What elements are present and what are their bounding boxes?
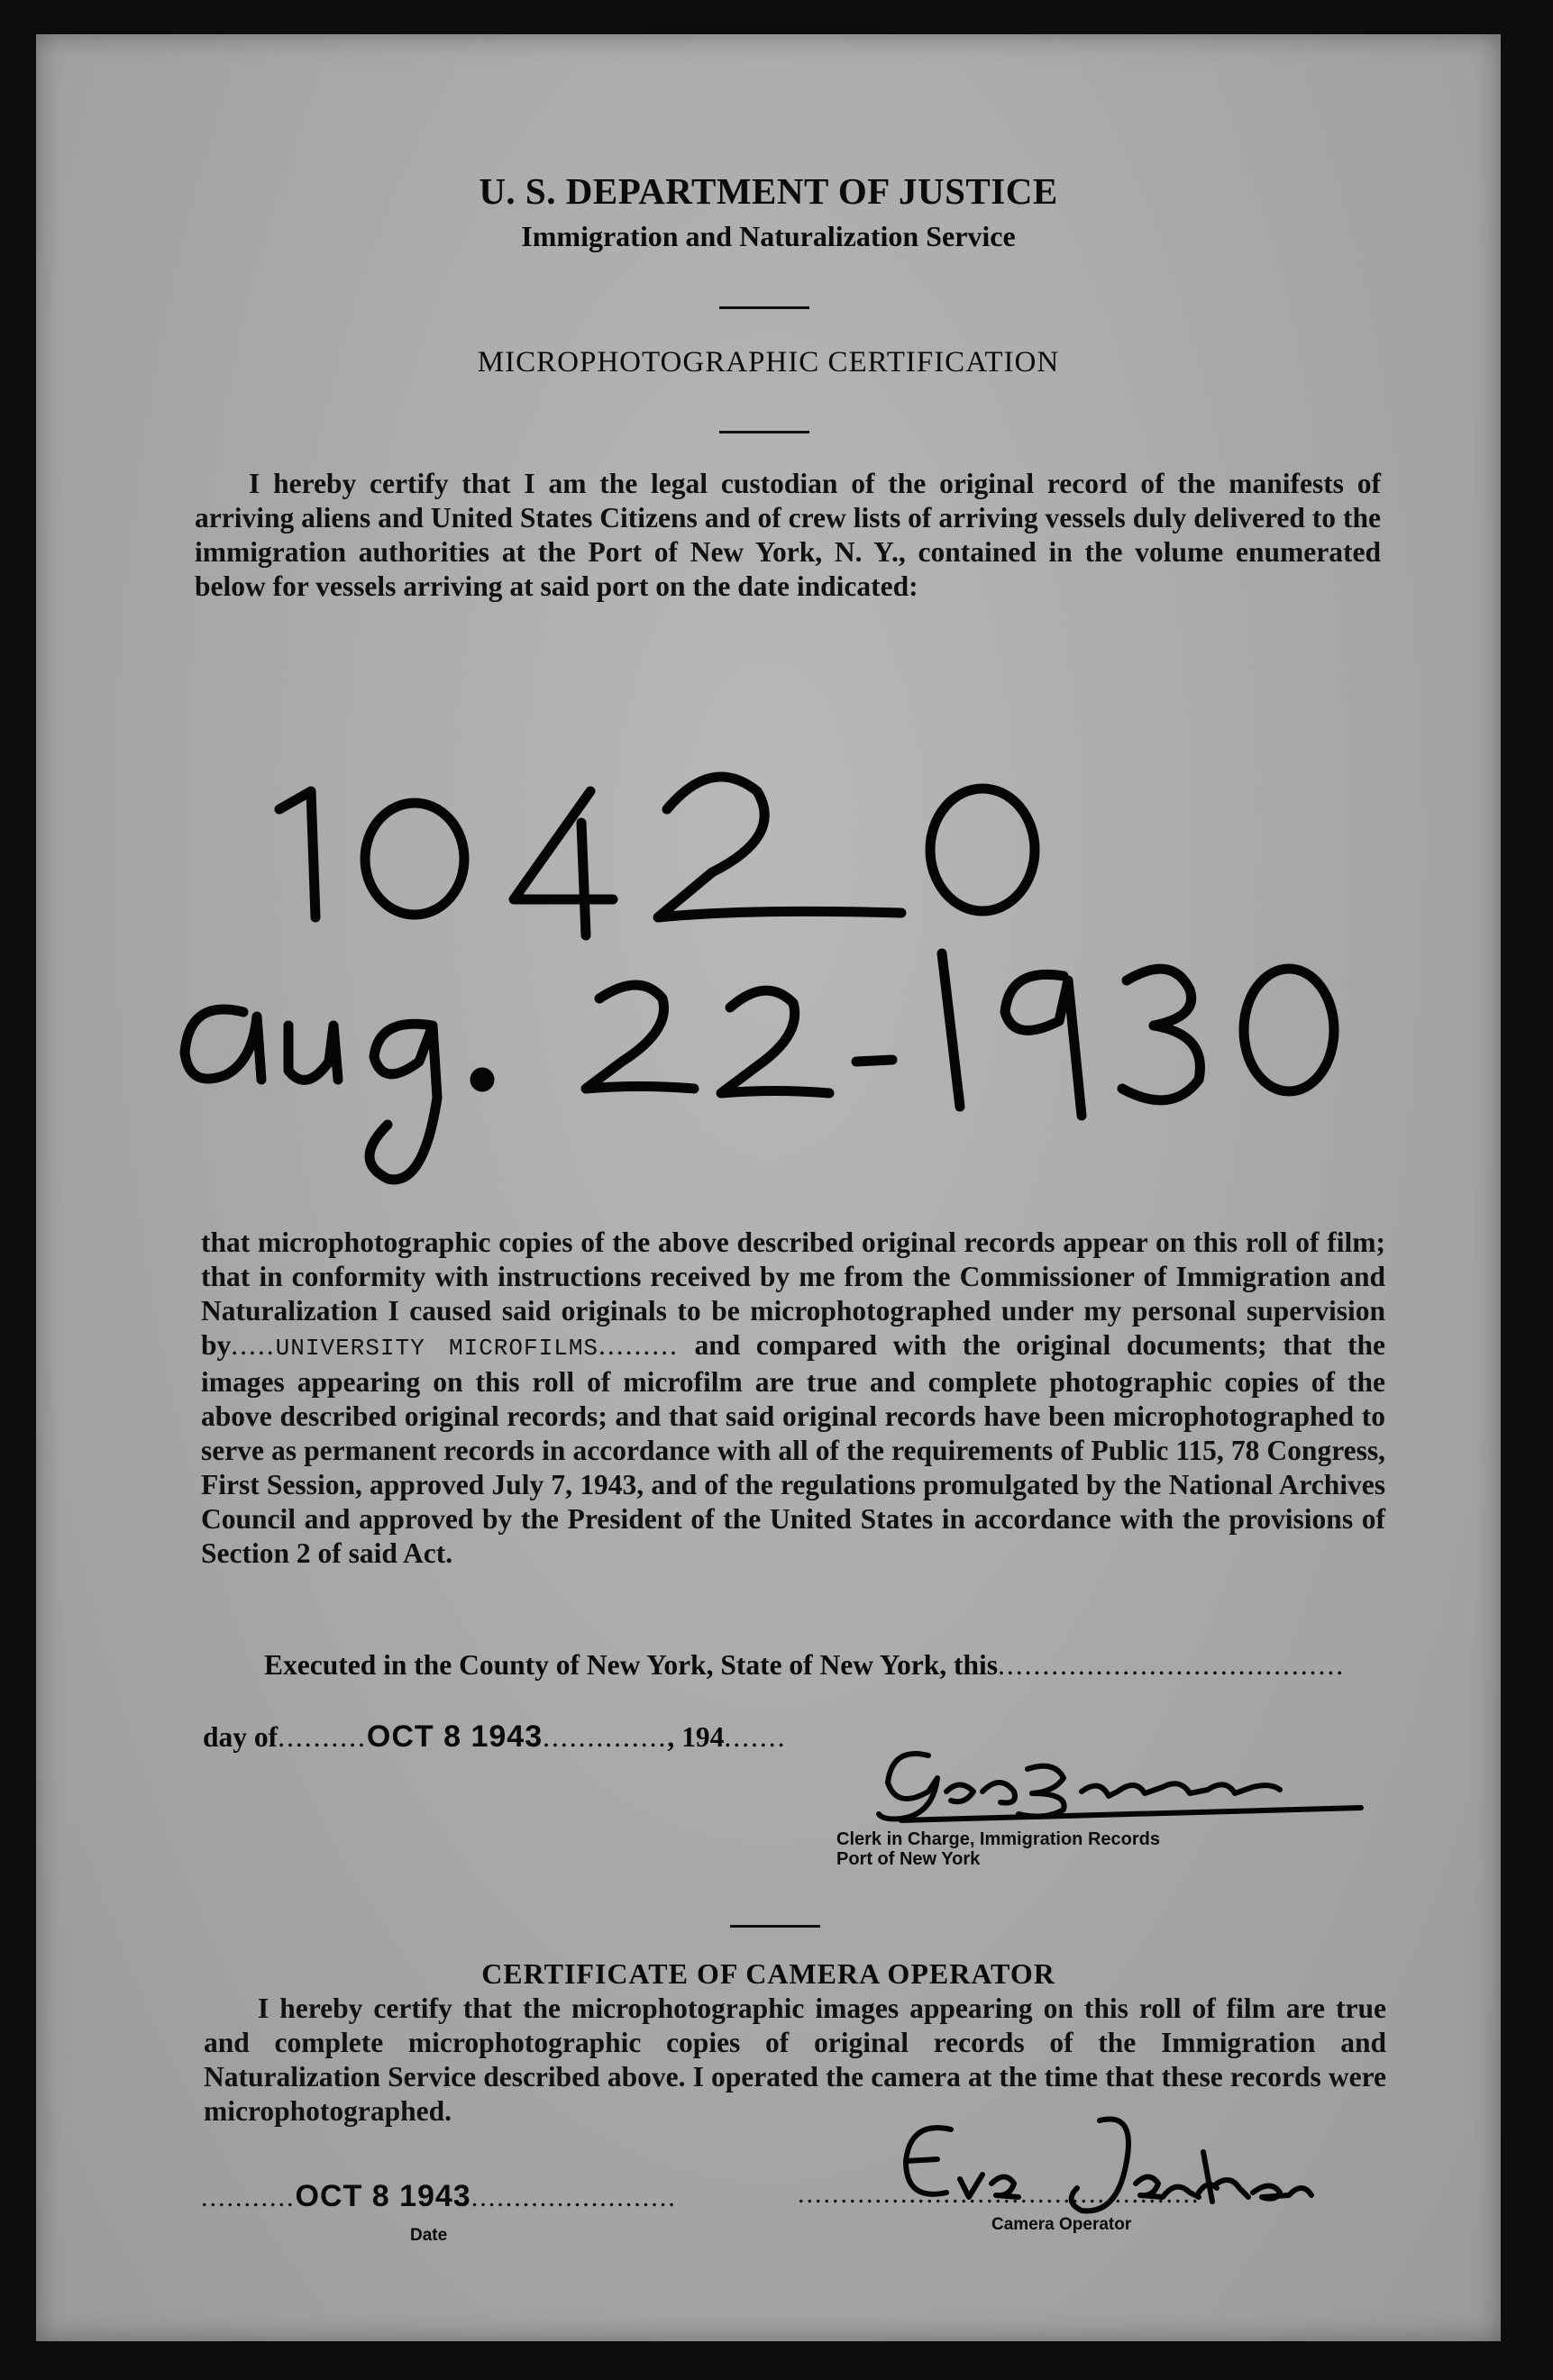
operator-signature-line: ............................................... (798, 2179, 1201, 2209)
execution-text: Executed in the County of New York, State of New York, this (264, 1649, 999, 1681)
divider (730, 1925, 820, 1928)
handwritten-volume-number (243, 737, 1073, 953)
service-heading: Immigration and Naturalization Service (521, 220, 1016, 252)
agency-heading: U. S. DEPARTMENT OF JUSTICE (479, 170, 1058, 212)
camera-operator-label: Camera Operator (991, 2215, 1132, 2234)
certificate-sheet (36, 34, 1501, 2341)
day-of-line: day of..........OCT 8 1943.............., 194....... (203, 1719, 787, 1754)
day-of-label: day of (203, 1721, 279, 1753)
divider (719, 306, 809, 309)
divider (719, 431, 809, 433)
clerk-title (836, 1829, 1160, 1869)
stamped-date: OCT 8 1943 (366, 1719, 544, 1754)
clerk-title-line1: Clerk in Charge, Immigration Records (836, 1829, 1160, 1849)
date-label: Date (410, 2226, 448, 2245)
operator-date-line: ...........OCT 8 1943........................ (201, 2179, 677, 2213)
clerk-title-line2: Port of New York (836, 1849, 981, 1869)
microfilm-company: UNIVERSITY MICROFILMS (275, 1335, 599, 1362)
microfilm-paragraph: that microphotographic copies of the above described original records appear on this roll of film; that in conformity with instructions received by me from the Commissioner of Immigration and Naturalization I caused said originals to be microphotographed under my personal supervision by.....UNIVERSITY MICROFILMS......... and compared with the original documents; that the images appearing on this roll of microfilm are true and complete photographic copies of the above described original records; and that said original records have been microphotographed to serve as permanent records in accordance with all of the requirements of Public 115, 78 Congress, First Session, approved July 7, 1943, and of the regulations promulgated by the National Archives Council and approved by the President of the United States in accordance with the provisions of Section 2 of said Act. (201, 1226, 1386, 1569)
operator-stamped-date: OCT 8 1943 (295, 2179, 471, 2213)
microfilm-paragraph-part1: that microphotographic copies of the above described original records appear on this roll of film; that in conformity with instructions received by me from the Commissioner of Immigration and Naturalization I caused said originals to be microphotographed under my personal supervision by (201, 1226, 1385, 1361)
execution-line: Executed in the County of New York, State of New York, this....................................... (264, 1649, 1346, 1681)
camera-operator-paragraph: I hereby certify that the microphotographic images appearing on this roll of film are true and complete microphotographic copies of original records of the Immigration and Naturalization Service described above. I operated the camera at the time that these records were microphotographed. (204, 1992, 1386, 2127)
microfilm-paragraph-part2: and compared with the original documents; that the images appearing on this roll of microfilm are true and complete photographic copies of the above described original records; and that said original records have been microphotographed to serve as permanent records in accordance with all of the requirements of Public 115, 78 Congress, First Session, approved July 7, 1943, and of the regulations promulgated by the National Archives Council and approved by the President of the United States in accordance with the provisions of Section 2 of said Act. (201, 1329, 1386, 1569)
certification-title: MICROPHOTOGRAPHIC CERTIFICATION (477, 346, 1060, 378)
custodian-paragraph: I hereby certify that I am the legal custodian of the original record of the manifests of arriving aliens and United States Citizens and of crew lists of arriving vessels duly delivered to the immigration authorities at the Port of New York, N. Y., contained in the volume enumerated below for vessels arriving at said port on the date indicated: (195, 468, 1381, 602)
year-prefix: , 194 (667, 1721, 725, 1753)
camera-operator-certificate-title: CERTIFICATE OF CAMERA OPERATOR (481, 1957, 1055, 1990)
handwritten-date (171, 926, 1370, 1215)
clerk-signature (874, 1737, 1379, 1828)
